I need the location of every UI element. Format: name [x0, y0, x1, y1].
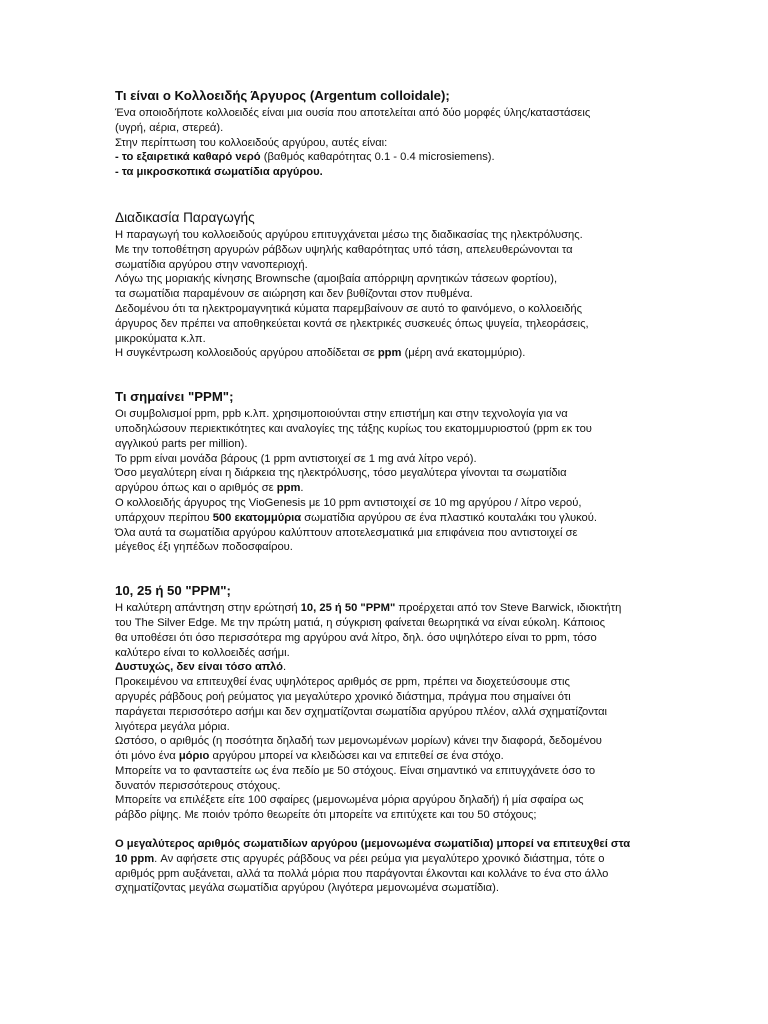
text-span: (βαθμός καθαρότητας 0.1 - 0.4 microsiemens).	[260, 151, 495, 164]
text-line: αργυρές ράβδους ροή ρεύματος για μεγαλύτερο χρονικό διάστημα, πράγμα που σημαίνει ότι	[115, 690, 571, 703]
text-line: θα υποθέσει ότι όσο περισσότερα mg αργύρου ανά λίτρο, δηλ. όσο υψηλότερο είναι το ppm, τόσο	[115, 631, 597, 644]
text-line: σωματίδια αργύρου στην νανοπεριοχή.	[115, 258, 308, 271]
bold-text: 10 ppm	[115, 852, 155, 865]
text-span: αργύρου μπορεί να κλειδώσει και να επιτεθεί σε ένα στόχο.	[209, 750, 504, 763]
text-line: ράβδο ρίψης. Με ποιόν τρόπο θεωρείτε ότι μπορείτε να επιτύχετε και του 50 στόχους;	[115, 809, 537, 822]
text-line: Στην περίπτωση του κολλοειδούς αργύρου, αυτές είναι:	[115, 136, 388, 149]
text-line: (υγρή, αέρια, στερεά).	[115, 121, 224, 134]
text-line	[115, 511, 655, 526]
text-line: άργυρος δεν πρέπει να αποθηκεύεται κοντά σε ηλεκτρικές συσκευές όπως ψυγεία, τηλεοράσεις,	[115, 317, 589, 330]
text-span: ότι μόνο ένα	[115, 750, 179, 763]
text-line	[115, 749, 655, 764]
bold-text: 500 εκατομμύρια	[212, 511, 302, 524]
text-line: μέγεθος έξι γηπέδων ποδοσφαίρου.	[115, 541, 293, 554]
text-span: προέρχεται από τον Steve Barwick, ιδιοκτήτη	[395, 602, 622, 615]
text-line: λιγότερα μεγάλα μόρια.	[115, 720, 230, 733]
text-line: Το ppm είναι μονάδα βάρους (1 ppm αντιστοιχεί σε 1 mg ανά λίτρο νερό).	[115, 452, 477, 465]
section-what-is-colloidal-silver	[115, 88, 655, 180]
text-line: δυνατόν περισσότερους στόχους.	[115, 779, 281, 792]
text-line	[115, 481, 655, 496]
section-10-25-50-ppm	[115, 583, 655, 896]
bold-text: ppm	[377, 347, 402, 360]
text-line: αριθμός ppm αυξάνεται, αλλά τα πολλά μόρια που παράγονται έλκονται και κολλάνε το ένα στο άλλο	[115, 867, 609, 880]
bold-text: μόριο	[178, 750, 210, 763]
section-production-process	[115, 210, 655, 361]
text-line: Με την τοποθέτηση αργυρών ράβδων υψηλής καθαρότητας υπό τάση, απελευθερώνονται τα	[115, 243, 573, 256]
text-span: (μέρη ανά εκατομμύριο).	[401, 347, 526, 360]
text-line: Προκειμένου να επιτευχθεί ένας υψηλότερος αριθμός σε ppm, πρέπει να διοχετεύσουμε στις	[115, 676, 570, 689]
text-span: υπάρχουν περίπου	[115, 511, 213, 524]
text-line	[115, 601, 655, 616]
text-line: υποδηλώσουν περιεκτικότητες και αναλογίες της τάξης κυρίως του εκατομμυριοστού (ppm εκ του	[115, 422, 592, 435]
text-line: Μπορείτε να το φανταστείτε ως ένα πεδίο με 50 στόχους. Είναι σημαντικό να επιτυγχάνετε όσο το	[115, 764, 596, 777]
bold-text: Ο μεγαλύτερος αριθμός σωματιδίων αργύρου (μεμονωμένα σωματίδια) μπορεί να επιτευχθεί στα	[115, 838, 631, 851]
text-line: του The Silver Edge. Με την πρώτη ματιά, η σύγκριση φαίνεται θεωρητικά να είναι εύκολη. Κάποιος	[115, 616, 605, 629]
text-span: Η καλύτερη απάντηση στην ερώτησή	[115, 602, 301, 615]
text-span: αργύρου όπως και ο αριθμός σε	[115, 482, 277, 495]
bold-text: - τα μικροσκοπικά σωματίδια αργύρου.	[115, 166, 323, 179]
text-line: αγγλικού parts per million).	[115, 437, 248, 450]
text-line: Η παραγωγή του κολλοειδούς αργύρου επιτυγχάνεται μέσω της διαδικασίας της ηλεκτρόλυσης.	[115, 228, 583, 241]
text-line	[115, 165, 655, 180]
text-line: τα σωματίδια παραμένουν σε αιώρηση και δεν βυθίζονται στον πυθμένα.	[115, 288, 473, 301]
bold-text: Δυστυχώς, δεν είναι τόσο απλό	[115, 661, 283, 674]
text-span: Η συγκέντρωση κολλοειδούς αργύρου αποδίδεται σε	[115, 347, 378, 360]
text-line: μικροκύματα κ.λπ.	[115, 332, 206, 345]
text-line: Ωστόσο, ο αριθμός (η ποσότητα δηλαδή των μεμονωμένων μορίων) κάνει την διαφορά, δεδομένου	[115, 735, 602, 748]
text-line	[115, 150, 655, 165]
text-line: Ο κολλοειδής άργυρος της VioGenesis με 10 ppm αντιστοιχεί σε 10 mg αργύρου / λίτρο νερού,	[115, 496, 582, 509]
text-line: Όλα αυτά τα σωματίδια αργύρου καλύπτουν αποτελεσματικά μια επιφάνεια που αντιστοιχεί σε	[115, 526, 578, 539]
text-line: Όσο μεγαλύτερη είναι η διάρκεια της ηλεκτρόλυσης, τόσο μεγαλύτερα γίνονται τα σωματίδια	[115, 467, 567, 480]
text-line	[115, 852, 655, 867]
text-line: Οι συμβολισμοί ppm, ppb κ.λπ. χρησιμοποιούνται στην επιστήμη και στην τεχνολογία για να	[115, 408, 568, 421]
text-span: .	[300, 482, 304, 495]
text-line: σχηματίζοντας μεγάλα σωματίδια αργύρου (λιγότερα μεμονωμένα σωματίδια).	[115, 882, 499, 895]
text-line	[115, 660, 655, 675]
section-title: Διαδικασία Παραγωγής	[115, 209, 255, 225]
text-span: . Αν αφήσετε στις αργυρές ράβδους να ρέει ρεύμα για μεγαλύτερο χρονικό διάστημα, τότε ο	[154, 852, 605, 865]
bold-text: - το εξαιρετικά καθαρό νερό	[115, 151, 261, 164]
section-title: Τι είναι ο Κολλοειδής Άργυρος (Argentum colloidale);	[115, 88, 450, 103]
text-line: παράγεται περισσότερο ασήμι και δεν σχηματίζονται σωματίδια αργύρου πλέον, αλλά σχηματίζονται	[115, 705, 608, 718]
text-line: καλύτερο είναι το κολλοειδές ασήμι.	[115, 646, 290, 659]
text-line: Λόγω της μοριακής κίνησης Brownsche (αμοιβαία απόρριψη αρνητικών τάσεων φορτίου),	[115, 273, 558, 286]
section-title: 10, 25 ή 50 "PPM";	[115, 583, 231, 599]
text-line	[115, 346, 655, 361]
text-line	[115, 837, 655, 852]
text-span: σωματίδια αργύρου σε ένα πλαστικό κουταλάκι του γλυκού.	[301, 511, 597, 524]
section-title: Τι σημαίνει "PPM";	[115, 389, 234, 405]
text-line: Μπορείτε να επιλέξετε είτε 100 σφαίρες (μεμονωμένα μόρια αργύρου δηλαδή) ή μία σφαίρα ως	[115, 794, 584, 807]
text-span: .	[282, 661, 287, 674]
bold-text: ppm	[276, 482, 301, 495]
section-what-ppm-means	[115, 389, 655, 555]
text-line: Δεδομένου ότι τα ηλεκτρομαγνητικά κύματα παρεμβαίνουν σε αυτό το φαινόμενο, ο κολλοειδής	[115, 302, 583, 315]
document-page	[115, 88, 655, 896]
text-line: Ένα οποιοδήποτε κολλοειδές είναι μια ουσία που αποτελείται από δύο μορφές ύλης/καταστάσεις	[115, 107, 591, 119]
bold-text: 10, 25 ή 50 "PPM"	[300, 602, 396, 615]
